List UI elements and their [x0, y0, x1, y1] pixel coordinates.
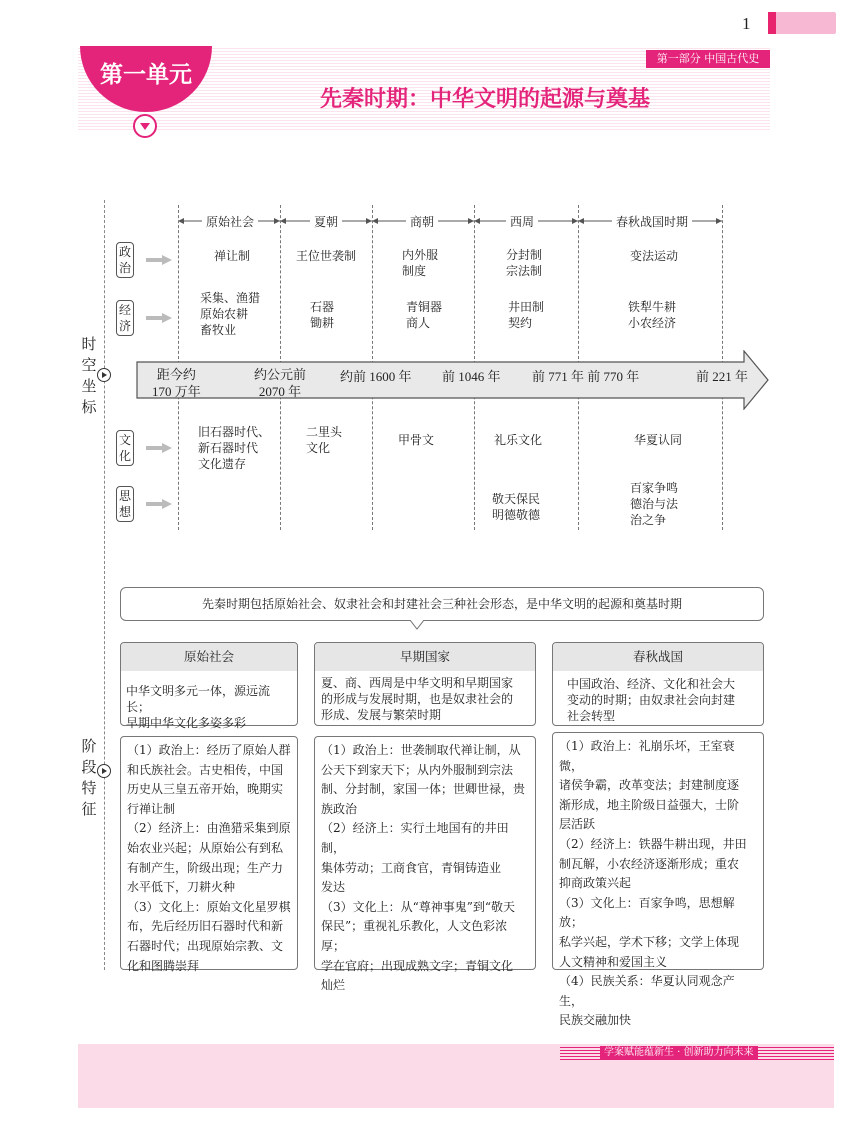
period-xia: 夏朝 [310, 213, 342, 230]
stage-title: 早期国家 [315, 643, 535, 671]
stage-card-early-state [314, 642, 536, 726]
page-tab-decoration [768, 12, 836, 34]
play-icon[interactable] [97, 764, 111, 778]
section-divider-line [104, 200, 105, 970]
row-label-culture: 文 化 [116, 430, 134, 466]
stage-desc: 中国政治、经济、文化和社会大 变动的时期；由奴隶社会向封建 社会转型 [567, 677, 736, 723]
thought-western-zhou: 敬天保民 明德敬德 [492, 492, 541, 522]
arrow-right-icon [146, 313, 172, 323]
culture-shang: 甲骨文 [398, 433, 435, 447]
period-spring-autumn-warring-states: 春秋战国时期 [612, 213, 692, 230]
page-number: 1 [742, 14, 751, 33]
arrow-right-icon [146, 499, 172, 509]
period-shang: 商朝 [406, 213, 438, 230]
stages-side-label: 阶 段 特 征 [81, 737, 97, 818]
date-label: 前 221 年 [696, 369, 749, 384]
economy-xia: 石器 锄耕 [310, 300, 335, 330]
economy-shang: 青铜器 商人 [406, 300, 443, 330]
politics-western-zhou: 分封制 宗法制 [506, 248, 543, 278]
period-primitive: 原始社会 [202, 213, 258, 230]
stage-card-spring-autumn [552, 642, 764, 726]
stage-title: 春秋战国 [553, 643, 763, 671]
economy-primitive: 采集、渔猎 原始农耕 畜牧业 [200, 291, 261, 337]
culture-xia: 二里头 文化 [306, 425, 343, 455]
culture-western-zhou: 礼乐文化 [494, 433, 543, 447]
politics-spring-autumn: 变法运动 [630, 249, 679, 263]
arrow-right-icon [146, 443, 172, 453]
politics-xia: 王位世袭制 [296, 249, 357, 263]
row-label-politics: 政 治 [116, 242, 134, 278]
page-title: 先秦时期：中华文明的起源与奠基 [319, 87, 650, 112]
row-label-thought: 思 想 [116, 486, 134, 522]
stage-card-primitive [120, 642, 298, 730]
period-western-zhou: 西周 [506, 213, 538, 230]
arrow-right-icon [146, 255, 172, 265]
stage-details-early-state: （1）政治上：世袭制取代禅让制，从 公天下到家天下；从内外服制到宗法 制、分封制，家国一体；世卿世禄，贵 族政治 （2）经济上：实行土地国有的井田制， 集体劳动；工商食官，青铜铸造业 发达 （3）文化上：从“尊神事鬼”到“敬天 保民”；重视礼乐教化，人文色彩浓厚； 学在官府；出现成熟文字；青铜文化 灿烂 [314, 736, 536, 970]
thought-spring-autumn: 百家争鸣 德治与法 治之争 [630, 481, 679, 527]
row-label-economy: 经 济 [116, 300, 134, 336]
date-label: 前 771 年 前 770 年 [532, 369, 640, 384]
callout-pointer [410, 620, 424, 630]
timeline-side-label: 时 空 坐 标 [81, 335, 97, 416]
stage-desc: 中华文明多元一体，源远流长； 早期中华文化多姿多彩 [126, 684, 271, 730]
chevron-down-icon[interactable] [133, 114, 157, 138]
culture-primitive: 旧石器时代、 新石器时代 文化遗存 [198, 425, 271, 471]
play-icon[interactable] [97, 368, 111, 382]
summary-box: 先秦时期包括原始社会、奴隶社会和封建社会三种社会形态，是中华文明的起源和奠基时期 [120, 587, 764, 621]
unit-badge: 第一单元 [80, 46, 212, 112]
economy-spring-autumn: 铁犁牛耕 小农经济 [628, 300, 677, 330]
politics-shang: 内外服 制度 [402, 248, 439, 278]
politics-primitive: 禅让制 [214, 249, 251, 263]
stage-details-spring-autumn: （1）政治上：礼崩乐坏，王室衰微， 诸侯争霸，改革变法；封建制度逐 渐形成，地主阶级日益强大，士阶 层活跃 （2）经济上：铁器牛耕出现，井田 制瓦解，小农经济逐渐形成；重农 抑商政策兴起 （3）文化上：百家争鸣，思想解放； 私学兴起，学术下移；文学上体现 人文精神和爱国主义 （4）民族关系：华夏认同观念产生， 民族交融加快 [552, 732, 764, 970]
footer-slogan: 学案赋能蕴新生 · 创新助力向未来 [600, 1046, 758, 1060]
date-label: 约前 1600 年 [340, 369, 412, 384]
culture-spring-autumn: 华夏认同 [634, 433, 683, 447]
part-label: 第一部分 中国古代史 [646, 50, 770, 68]
date-label: 前 1046 年 [442, 369, 501, 384]
stage-details-primitive: （1）政治上：经历了原始人群 和氏族社会。古史相传，中国 历史从三皇五帝开始，晚期实 行禅让制 （2）经济上：由渔猎采集到原 始农业兴起；从原始公有到私 有制产生，阶级出现；生产力 水平低下，刀耕火种 （3）文化上：原始文化星罗棋 布，先后经历旧石器时代和新 石器时代；出现原始宗教、文 化和图腾崇拜 [120, 736, 298, 970]
stage-desc: 夏、商、西周是中华文明和早期国家 的形成与发展时期，也是奴隶社会的 形成、发展与繁荣时期 [321, 676, 514, 722]
date-label: 距今约 170 万年 [152, 367, 201, 399]
stage-title: 原始社会 [121, 643, 297, 671]
date-label: 约公元前 2070 年 [254, 367, 307, 399]
economy-western-zhou: 井田制 契约 [508, 300, 545, 330]
